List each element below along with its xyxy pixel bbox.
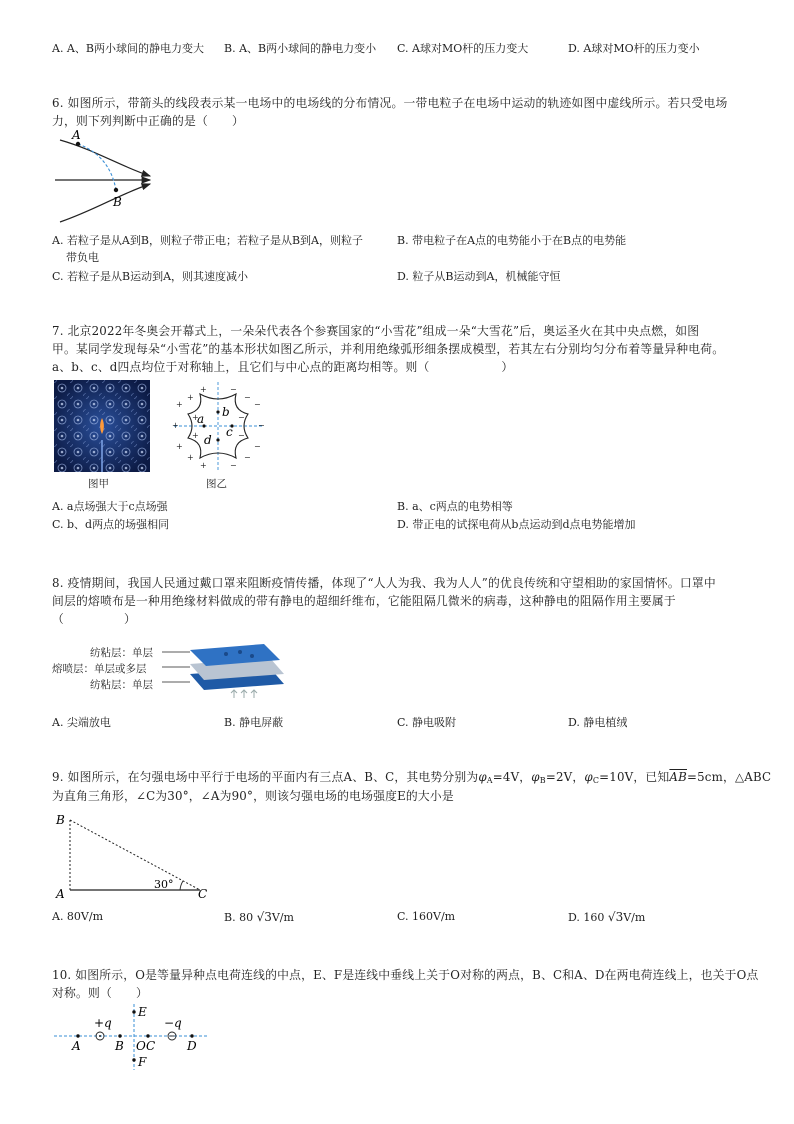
q5-option-c: C. A球对MO杆的压力变大 [397, 42, 529, 55]
svg-text:−: − [254, 442, 261, 451]
point-d [190, 1034, 193, 1037]
label-c: C [146, 1039, 156, 1053]
q9-triangle-figure [52, 810, 222, 902]
q7-caption-model: 图乙 [206, 478, 227, 490]
q5-option-d: D. A球对MO杆的压力变小 [568, 42, 700, 55]
label-a: A [56, 887, 65, 901]
label-a: A [72, 128, 81, 142]
label-b: b [222, 405, 230, 419]
q6-option-d: D. 粒子从B运动到A，机械能守恒 [397, 270, 561, 283]
q7-option-b: B. a、c两点的电势相等 [397, 500, 513, 513]
q7-stem-line1: 7. 北京2022年冬奥会开幕式上，一朵朵代表各个参赛国家的“小雪花”组成一朵“大雪花”后，奥运圣火在其中央点燃，如图 [52, 324, 700, 338]
q7-photo-figure [54, 380, 150, 472]
point-d [216, 438, 219, 441]
svg-text:+: + [200, 385, 207, 394]
q10-stem-line1: 10. 如图所示，O是等量异种点电荷连线的中点，E、F是连线中垂线上关于O对称的两点，B、C和A、D在两电荷连线上，也关于O点 [52, 968, 759, 982]
q8-mask-layers-figure [160, 638, 288, 700]
q8-layer-label-3: 纺粘层：单层 [90, 679, 153, 691]
q7-stem-line2: 甲。某同学发现每朵“小雪花”的基本形状如图乙所示，并利用绝缘弧形细条摆成模型，若其左右分别均匀分布着等量异种电荷。 [52, 342, 725, 356]
svg-text:+: + [200, 461, 207, 470]
svg-text:−: − [238, 431, 245, 440]
q9-stem-line2: 为直角三角形，∠C为30°，∠A为90°，则该匀强电场的电场强度E的大小是 [52, 789, 454, 803]
q8-stem-line1: 8. 疫情期间，我国人民通过戴口罩来阻断疫情传播，体现了“人人为我、我为人人”的优良传统和守望相助的家国情怀。口罩中 [52, 576, 716, 590]
label-c: c [226, 425, 233, 439]
point-b [118, 1034, 121, 1037]
q8-option-c: C. 静电吸附 [397, 716, 457, 729]
point-b [114, 188, 118, 192]
q10-stem-line2: 对称。则（ ） [52, 986, 148, 1000]
q9-option-c: C. 160V/m [397, 910, 456, 923]
q8-stem-line2: 间层的熔喷布是一种用绝缘材料做成的带有静电的超细纤维布，它能阻隔几微米的病毒，这种静电的阻隔作用主要属于 [52, 594, 676, 608]
q10-charges-figure [52, 1002, 212, 1072]
q6-option-a-line2: 带负电 [66, 251, 99, 264]
q6-field-line-figure [50, 128, 165, 228]
label-a: A [72, 1039, 81, 1053]
q6-option-c: C. 若粒子是从B运动到A，则其速度减小 [52, 270, 249, 283]
q9-option-d: D. 160 √3V/m [568, 910, 646, 924]
q5-option-a: A. A、B两小球间的静电力变大 [52, 42, 204, 55]
q8-layer-label-2: 熔喷层：单层或多层 [52, 663, 147, 675]
svg-text:−: − [238, 413, 245, 422]
svg-text:−: − [244, 393, 251, 402]
q7-option-a: A. a点场强大于c点场强 [52, 500, 168, 513]
q8-option-b: B. 静电屏蔽 [224, 716, 284, 729]
label-b: B [115, 1039, 124, 1053]
svg-text:+: + [176, 400, 183, 409]
label-f: F [138, 1055, 147, 1069]
label-minus-q: −q [164, 1016, 182, 1030]
label-b: B [56, 813, 65, 827]
label-o: O [136, 1039, 146, 1053]
label-b: B [113, 195, 122, 209]
angle-label: 30° [154, 878, 174, 891]
q5-option-b: B. A、B两小球间的静电力变小 [224, 42, 377, 55]
label-d: d [204, 433, 212, 447]
point-a [76, 142, 80, 146]
point-a [76, 1034, 79, 1037]
svg-text:+: + [172, 421, 179, 430]
label-e: E [138, 1005, 147, 1019]
svg-text:+: + [187, 453, 194, 462]
svg-text:+: + [192, 413, 199, 422]
q9-option-b: B. 80 √3V/m [224, 910, 294, 924]
trajectory-dashed [78, 144, 116, 190]
svg-text:−: − [244, 453, 251, 462]
svg-text:−: − [254, 400, 261, 409]
q9-option-a: A. 80V/m [52, 910, 104, 923]
q6-option-a-line1: A. 若粒子是从A到B，则粒子带正电；若粒子是从B到A，则粒子 [52, 234, 363, 247]
q7-snowflake-model-figure [170, 380, 266, 472]
q6-option-b: B. 带电粒子在A点的电势能小于在B点的电势能 [397, 234, 627, 247]
svg-text:−: − [258, 421, 265, 430]
q7-caption-photo: 图甲 [88, 478, 109, 490]
q6-stem-line1: 6. 如图所示，带箭头的线段表示某一电场中的电场线的分布情况。一带电粒子在电场中运动的轨迹如图中虚线所示。若只受电场 [52, 96, 728, 110]
q7-stem-line3: a、b、c、d四点均位于对称轴上，且它们与中心点的距离均相等。则（ ） [52, 360, 514, 374]
point-c [146, 1034, 149, 1037]
svg-text:+: + [192, 431, 199, 440]
field-line-top [60, 140, 150, 176]
svg-text:+: + [176, 442, 183, 451]
q8-option-a: A. 尖端放电 [52, 716, 111, 729]
q9-stem-line1: 9. 如图所示，在匀强电场中平行于电场的平面内有三点A、B、C，其电势分别为$\varphi_A=4V$，$\varphi_B=2V$，$\varphi_C=10V$，已知$\overline{AB}=5cm$，△ABC [52, 770, 772, 785]
q7-option-c: C. b、d两点的场强相同 [52, 518, 170, 531]
label-plus-q: +q [94, 1016, 112, 1030]
q8-option-d: D. 静电植绒 [568, 716, 628, 729]
q6-stem-line2: 力，则下列判断中正确的是（ ） [52, 114, 244, 128]
label-a: a [197, 412, 205, 426]
point-f [132, 1058, 135, 1061]
point-b [216, 410, 219, 413]
point-e [132, 1010, 135, 1013]
svg-text:−: − [230, 461, 237, 470]
label-d: D [187, 1039, 197, 1053]
label-c: C [198, 887, 208, 901]
q8-stem-line3: （ ） [52, 612, 136, 626]
field-line-bottom [60, 184, 150, 222]
svg-text:−: − [230, 385, 237, 394]
svg-text:+: + [187, 393, 194, 402]
q7-option-d: D. 带正电的试探电荷从b点运动到d点电势能增加 [397, 518, 636, 531]
q8-layer-label-1: 纺粘层：单层 [90, 647, 153, 659]
